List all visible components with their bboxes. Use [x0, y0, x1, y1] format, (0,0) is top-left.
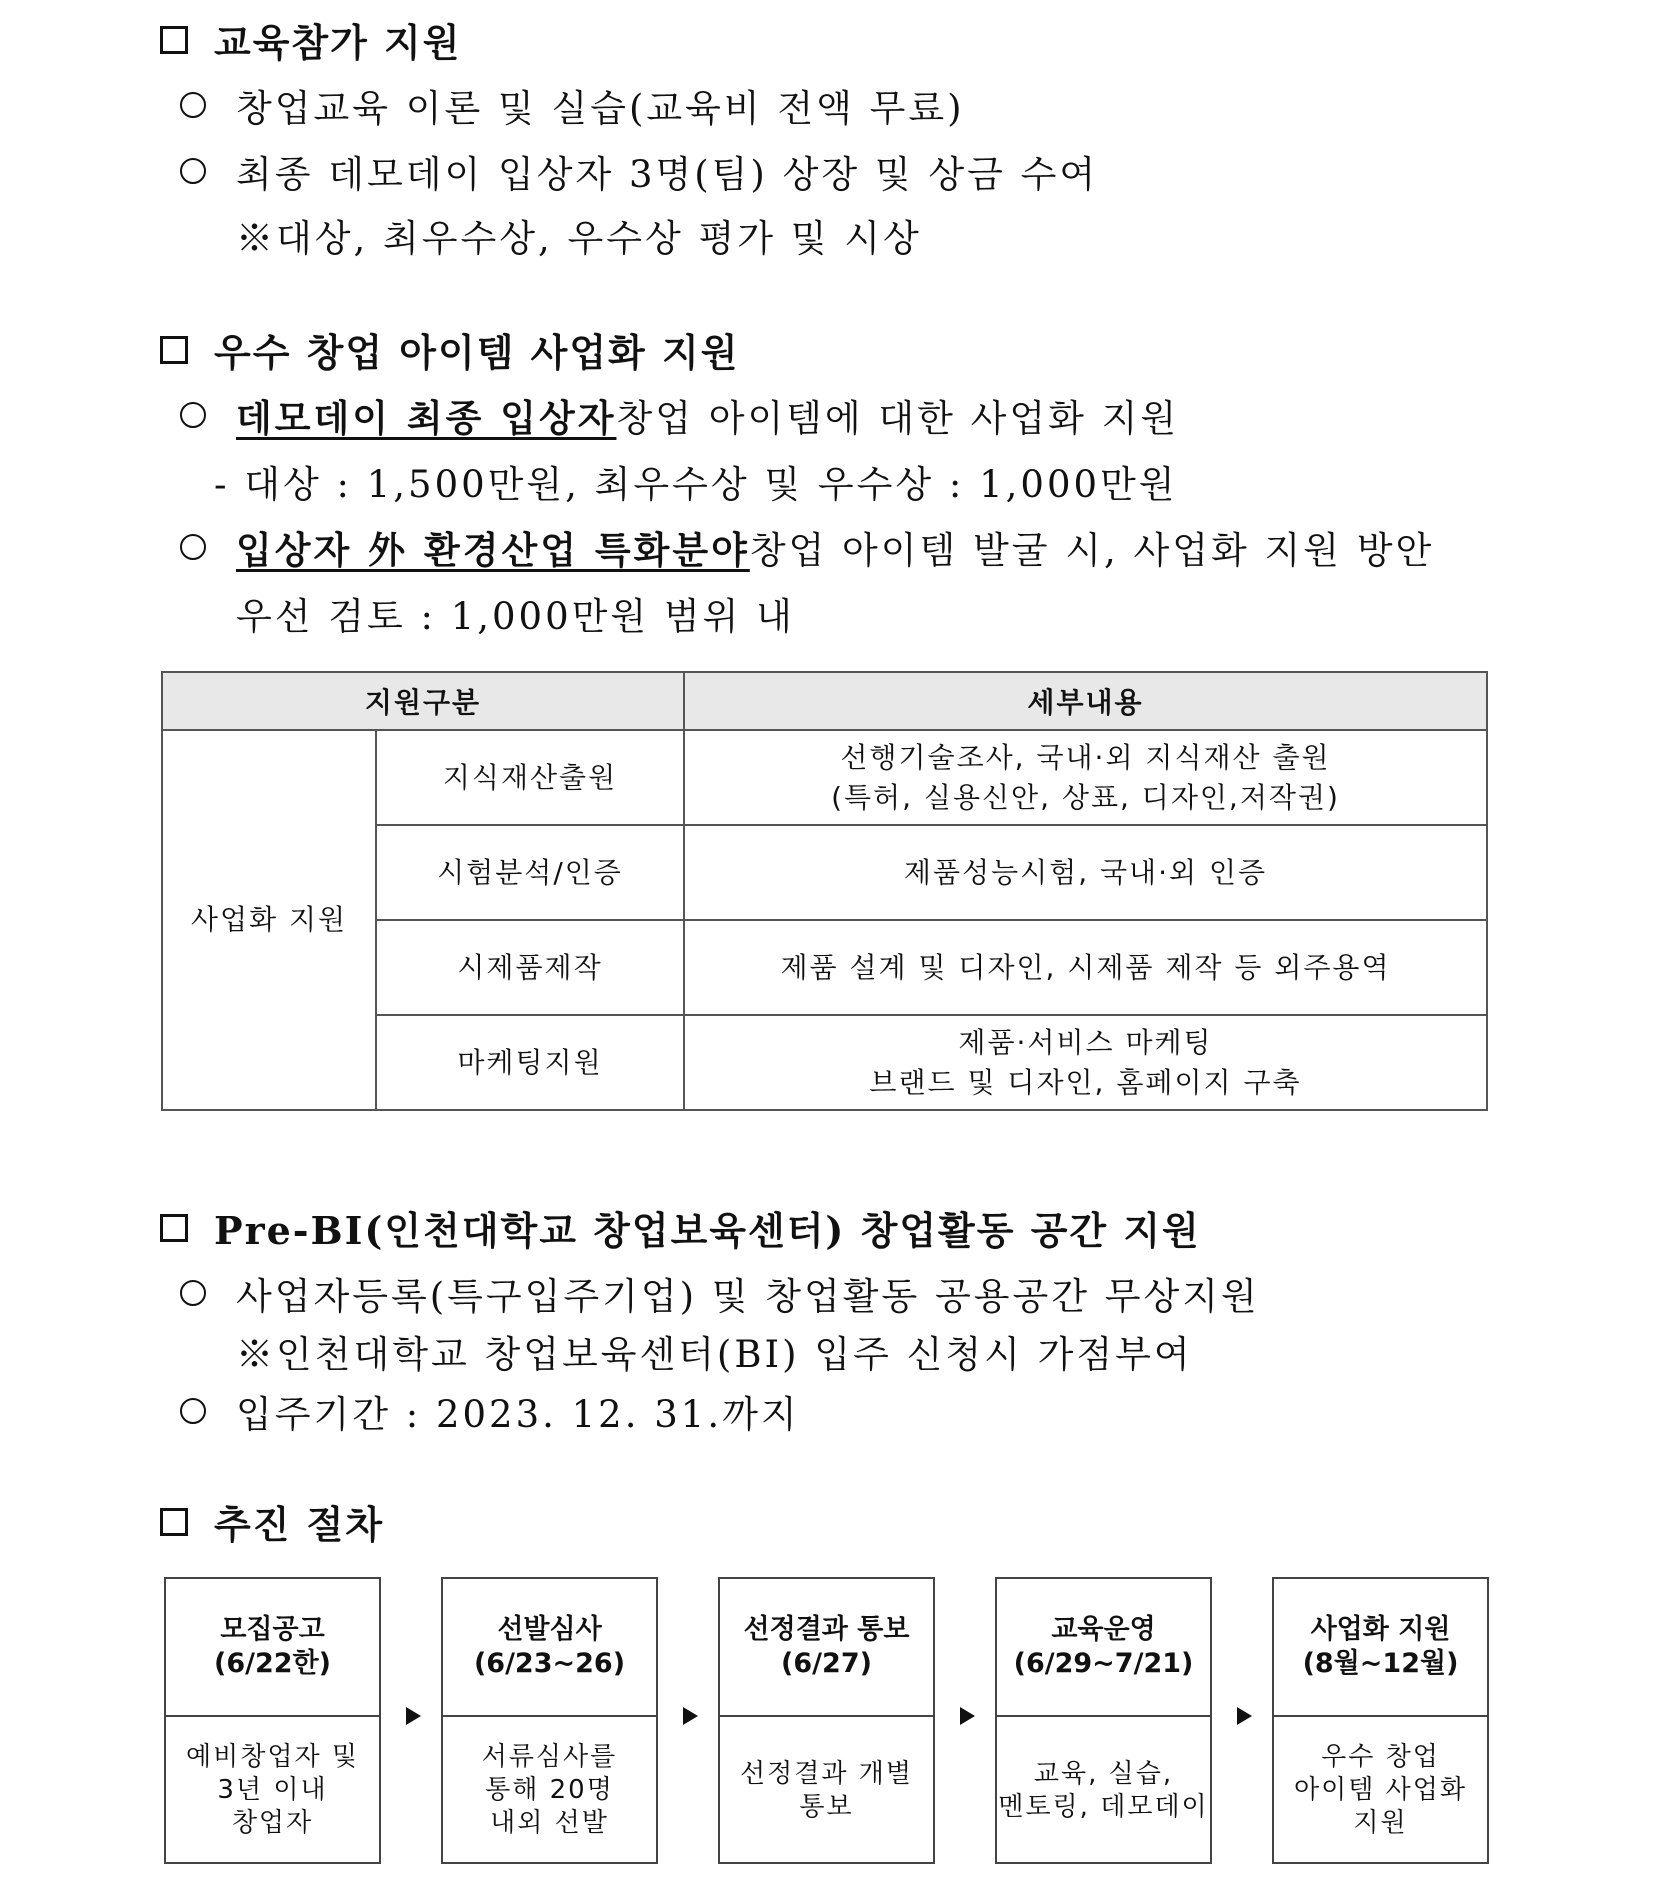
- section-title-space: Pre-BI(인천대학교 창업보육센터) 창업활동 공간 지원: [160, 1200, 1201, 1255]
- flow-step-body: 교육, 실습, 멘토링, 데모데이: [998, 1758, 1209, 1822]
- flow-step-education: [995, 1577, 1212, 1864]
- table-detail-cell: 제품·서비스 마케팅 브랜드 및 디자인, 홈페이지 구축: [684, 1015, 1487, 1110]
- commercialization-item-2-cont: 우선 검토 : 1,000만원 범위 내: [236, 595, 795, 638]
- flow-step-body: 서류심사를 통해 20명 내외 선발: [481, 1742, 618, 1838]
- flow-step-head: 선발심사 (6/23~26): [443, 1579, 656, 1717]
- table-category-cell: 시제품제작: [376, 920, 684, 1015]
- flow-step-recruit: [164, 1577, 381, 1864]
- space-note: ※인천대학교 창업보육센터(BI) 입주 신청시 가점부여: [236, 1333, 1193, 1376]
- circle-bullet-icon: [180, 1280, 206, 1306]
- section-title-education: 교육참가 지원: [160, 12, 461, 67]
- flow-step-head: 교육운영 (6/29~7/21): [997, 1579, 1210, 1717]
- table-category-cell: 마케팅지원: [376, 1015, 684, 1110]
- flow-step-notification: [718, 1577, 935, 1864]
- commercialization-item-2: 입상자 外 환경산업 특화분야 창업 아이템 발굴 시, 사업화 지원 방안: [180, 520, 1434, 574]
- circle-bullet-icon: [180, 402, 206, 428]
- space-item-1: 사업자등록(특구입주기업) 및 창업활동 공용공간 무상지원: [180, 1266, 1260, 1320]
- table-header-detail: 세부내용: [684, 672, 1487, 730]
- space-item-2: 입주기간 : 2023. 12. 31.까지: [180, 1384, 800, 1438]
- table-category-cell: 지식재산출원: [376, 730, 684, 825]
- support-table: [161, 671, 1488, 1111]
- table-detail-cell: 선행기술조사, 국내·외 지식재산 출원 (특허, 실용신안, 상표, 디자인,저작권): [684, 730, 1487, 825]
- arrow-right-icon: [683, 1707, 698, 1725]
- circle-bullet-icon: [180, 1398, 206, 1424]
- flow-step-body: 우수 창업 아이템 사업화 지원: [1294, 1742, 1467, 1838]
- flow-step-selection: [441, 1577, 658, 1864]
- table-group-cell: 사업화 지원: [162, 730, 376, 1110]
- table-header-row: [162, 672, 1487, 730]
- table-header-category: 지원구분: [162, 672, 684, 730]
- table-detail-cell: 제품 설계 및 디자인, 시제품 제작 등 외주용역: [684, 920, 1487, 1015]
- education-note: ※대상, 최우수상, 우수상 평가 및 시상: [236, 217, 922, 260]
- circle-bullet-icon: [180, 534, 206, 560]
- commercialization-item-1: 데모데이 최종 입상자 창업 아이템에 대한 사업화 지원: [180, 388, 1179, 442]
- checkbox-square-icon: [160, 1508, 188, 1536]
- section-title-commercialization: 우수 창업 아이템 사업화 지원: [160, 322, 739, 377]
- education-item-1: 창업교육 이론 및 실습(교육비 전액 무료): [180, 78, 965, 132]
- education-item-2: 최종 데모데이 입상자 3명(팀) 상장 및 상금 수여: [180, 144, 1098, 198]
- commercialization-item-1-sub: - 대상 : 1,500만원, 최우수상 및 우수상 : 1,000만원: [214, 463, 1178, 506]
- flow-step-head: 사업화 지원 (8월~12월): [1274, 1579, 1487, 1717]
- table-detail-cell: 제품성능시험, 국내·외 인증: [684, 825, 1487, 920]
- circle-bullet-icon: [180, 92, 206, 118]
- arrow-right-icon: [1237, 1707, 1252, 1725]
- flow-step-head: 모집공고 (6/22한): [166, 1579, 379, 1717]
- flow-step-body: 예비창업자 및 3년 이내 창업자: [186, 1742, 359, 1838]
- arrow-right-icon: [960, 1707, 975, 1725]
- table-row: [162, 730, 1487, 825]
- checkbox-square-icon: [160, 26, 188, 54]
- flow-step-body: 선정결과 개별 통보: [740, 1758, 913, 1822]
- circle-bullet-icon: [180, 158, 206, 184]
- flow-step-head: 선정결과 통보 (6/27): [720, 1579, 933, 1717]
- section-title-procedure: 추진 절차: [160, 1494, 384, 1549]
- arrow-right-icon: [406, 1707, 421, 1725]
- table-category-cell: 시험분석/인증: [376, 825, 684, 920]
- checkbox-square-icon: [160, 1214, 188, 1242]
- flow-step-commercialization: [1272, 1577, 1489, 1864]
- checkbox-square-icon: [160, 336, 188, 364]
